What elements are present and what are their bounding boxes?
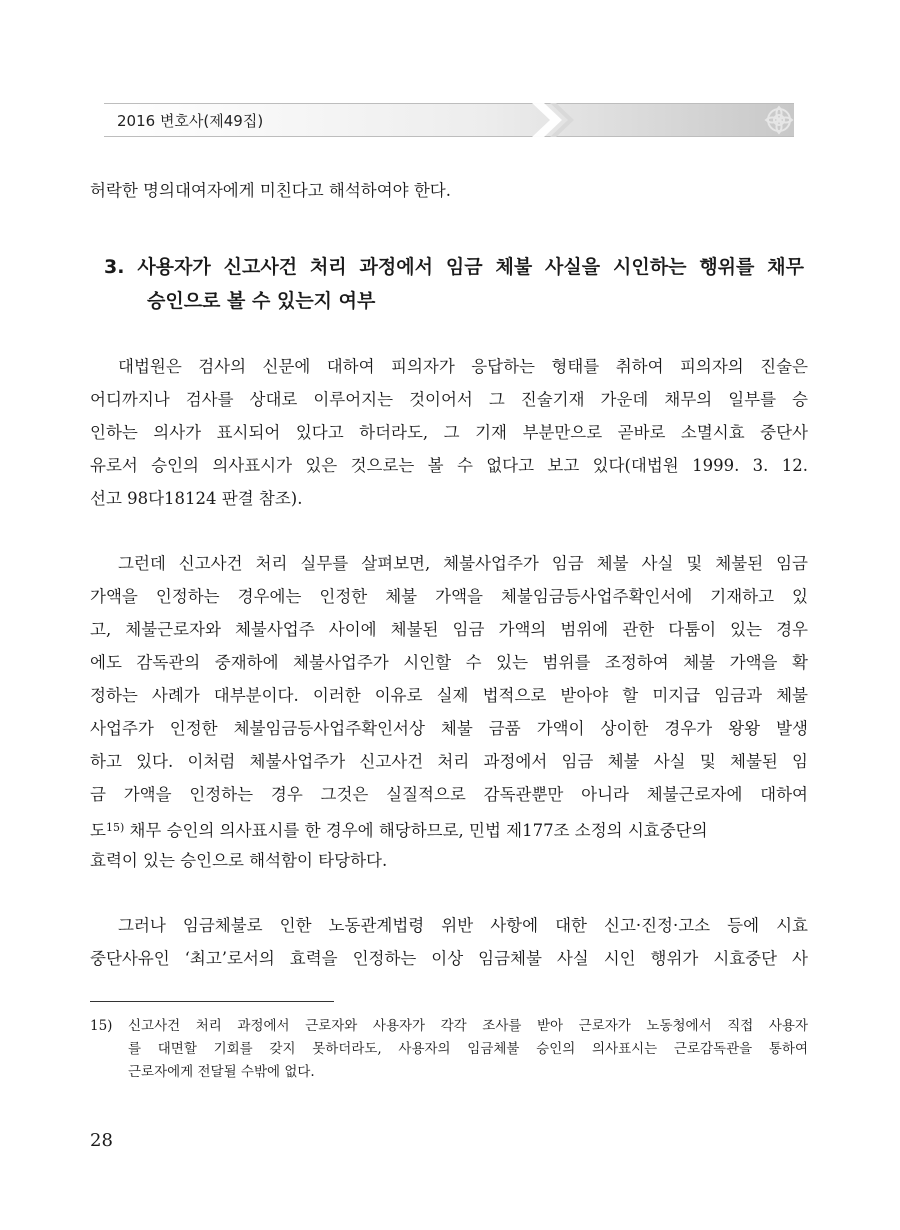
footnote-line: 를 대면할 기회를 갖지 못하더라도, 사용자의 임금체불 승인의 의사표시는 근로감독관을 통하여	[128, 1041, 808, 1057]
paragraph-2-line: 사업주가 인정한 체불임금등사업주확인서상 체불 금품 가액이 상이한 경우가 왕왕 발생	[90, 719, 808, 738]
paragraph-3-line: 중단사유인 ‘최고’로서의 효력을 인정하는 이상 임금체불 사실 시인 행위가 시효중단 사	[90, 949, 808, 968]
paragraph-1-line: 어디까지나 검사를 상대로 이루어지는 것이어서 그 진술기재 가운데 채무의 일부를 승	[90, 390, 808, 409]
section-heading-line-2: 승인으로 볼 수 있는지 여부	[147, 290, 376, 312]
paragraph-2-line: 하고 있다. 이처럼 체불사업주가 신고사건 처리 과정에서 임금 체불 사실 및 체불된 임	[90, 752, 808, 771]
flower-emblem-icon	[762, 104, 796, 136]
paragraph-1-line: 선고 98다18124 판결 참조).	[90, 489, 303, 508]
section-heading-line-1: 3. 사용자가 신고사건 처리 과정에서 임금 체불 사실을 시인하는 행위를 채무	[104, 256, 804, 278]
paragraph-1-line: 대법원은 검사의 신문에 대하여 피의자가 응답하는 형태를 취하여 피의자의 진술은	[118, 357, 808, 376]
paragraph-3-line: 그러나 임금체불로 인한 노동관계법령 위반 사항에 대한 신고·진정·고소 등에 시효	[118, 916, 808, 935]
paragraph-2-line: 가액을 인정하는 경우에는 인정한 체불 가액을 체불임금등사업주확인서에 기재하고 있	[90, 587, 808, 606]
running-header-title: 2016 변호사(제49집)	[117, 112, 264, 130]
paragraph-2-line: 금 가액을 인정하는 경우 그것은 실질적으로 감독관뿐만 아니라 체불근로자에 대하여	[90, 785, 808, 804]
paragraph-2-line: 고, 체불근로자와 체불사업주 사이에 체불된 임금 가액의 범위에 관한 다툼이 있는 경우	[90, 620, 808, 639]
paragraph-2-line: 에도 감독관의 중재하에 체불사업주가 시인할 수 있는 범위를 조정하여 체불 가액을 확	[90, 653, 808, 672]
paragraph-2-line: 그런데 신고사건 처리 실무를 살펴보면, 체불사업주가 임금 체불 사실 및 체불된 임금	[118, 554, 808, 573]
footnote-reference[interactable]: 15)	[105, 821, 125, 834]
footnote-divider	[90, 1001, 334, 1002]
page-number: 28	[90, 1130, 113, 1151]
paragraph-1-line: 인하는 의사가 표시되어 있다고 하더라도, 그 기재 부분만으로 곧바로 소멸시효 중단사	[90, 423, 808, 442]
footnote-line: 신고사건 처리 과정에서 근로자와 사용자가 각각 조사를 받아 근로자가 노동청에서 직접 사용자	[128, 1018, 808, 1034]
paragraph-2-line: 효력이 있는 승인으로 해석함이 타당하다.	[90, 851, 388, 870]
footnote-line: 근로자에게 전달될 수밖에 없다.	[128, 1064, 315, 1080]
paragraph-2-line-9-start: 도	[90, 821, 106, 840]
paragraph-1-line: 유로서 승인의 의사표시가 있은 것으로는 볼 수 없다고 보고 있다(대법원 1999. 3. 12.	[90, 456, 808, 475]
paragraph-2-line-with-footnote	[90, 817, 808, 842]
intro-line: 허락한 명의대여자에게 미친다고 해석하여야 한다.	[90, 181, 451, 200]
paragraph-2-line: 정하는 사례가 대부분이다. 이러한 이유로 실제 법적으로 받아야 할 미지급 임금과 체불	[90, 686, 808, 705]
paragraph-2-line-9-rest: 채무 승인의 의사표시를 한 경우에 해당하므로, 민법 제177조 소정의 시효중단의	[124, 821, 708, 840]
footnote-number: 15)	[90, 1018, 113, 1034]
